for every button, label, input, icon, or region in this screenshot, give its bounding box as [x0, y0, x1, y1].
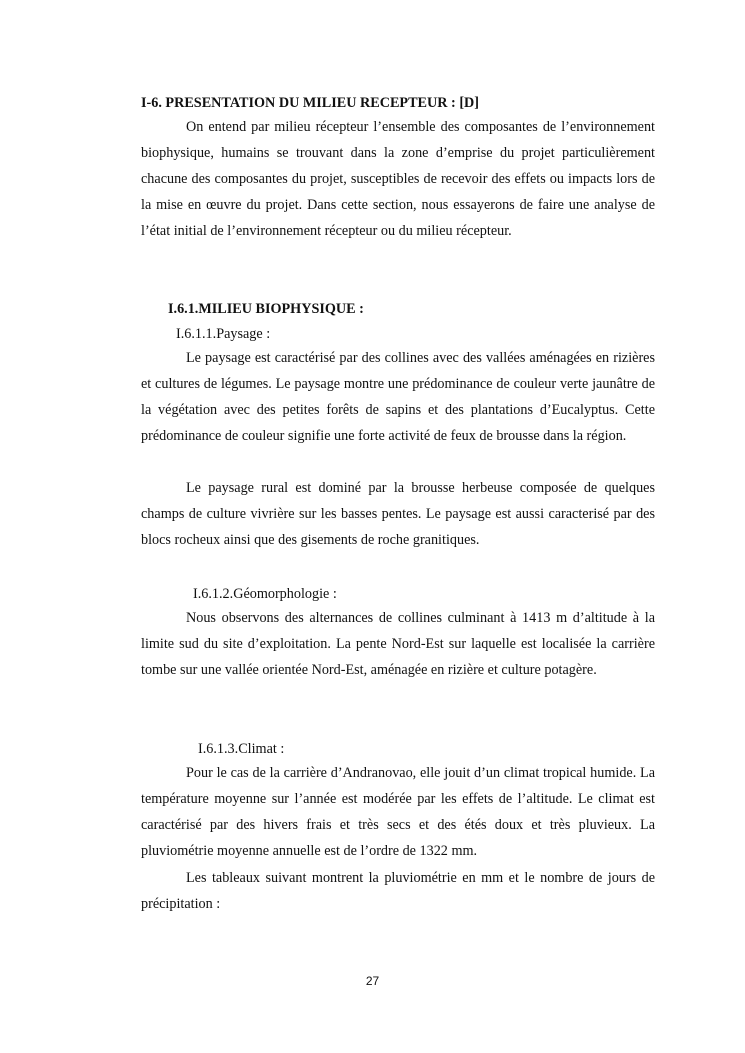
paysage-paragraph-2: Le paysage rural est dominé par la brousse herbeuse composée de quelques champs de culture vivrière sur les basses pentes. Le paysage est aussi caracterisé par des blocs rocheux ainsi que des gisements de roche granitiques.	[141, 480, 655, 548]
paysage-paragraph-1: Le paysage est caractérisé par des collines avec des vallées aménagées en rizières et cultures de légumes. Le paysage montre une prédominance de couleur verte jaunâtre de la végétation avec des petites forêts de sapins et des plantations d’Eucalyptus. Cette prédominance de couleur signifie une forte activité de feux de brousse dans la région.	[141, 350, 655, 444]
paysage-heading: I.6.1.1.Paysage :	[176, 326, 271, 342]
climat-paragraph-1: Pour le cas de la carrière d’Andranovao, elle jouit d’un climat tropical humide. La température moyenne sur l’année est modérée par les effets de l’altitude. Le climat est caractérisé par des hivers frais et très secs et des étés doux et très pluvieux. La pluviométrie moyenne annuelle est de l’ordre de 1322 mm.	[141, 765, 655, 859]
geomorphologie-heading: I.6.1.2.Géomorphologie :	[193, 586, 337, 602]
geomorphologie-paragraph: Nous observons des alternances de collines culminant à 1413 m d’altitude à la limite sud du site d’exploitation. La pente Nord-Est sur laquelle est localisée la carrière tombe sur une vallée orientée Nord-Est, aménagée en rizière et culture potagère.	[141, 610, 655, 678]
climat-heading: I.6.1.3.Climat :	[198, 741, 285, 757]
subsection-title: I.6.1.MILIEU BIOPHYSIQUE :	[168, 301, 364, 317]
page-number: 27	[365, 974, 380, 988]
climat-paragraph-2: Les tableaux suivant montrent la pluviométrie en mm et le nombre de jours de précipitation :	[141, 870, 655, 912]
section-title: I-6. PRESENTATION DU MILIEU RECEPTEUR : [D]	[141, 95, 480, 111]
intro-paragraph: On entend par milieu récepteur l’ensemble des composantes de l’environnement biophysique, humains se trouvant dans la zone d’emprise du projet particulièrement chacune des composantes du projet, susceptibles de recevoir des effets ou impacts lors de la mise en œuvre du projet. Dans cette section, nous essayerons de faire une analyse de l’état initial de l’environnement récepteur ou du milieu récepteur.	[141, 119, 655, 239]
